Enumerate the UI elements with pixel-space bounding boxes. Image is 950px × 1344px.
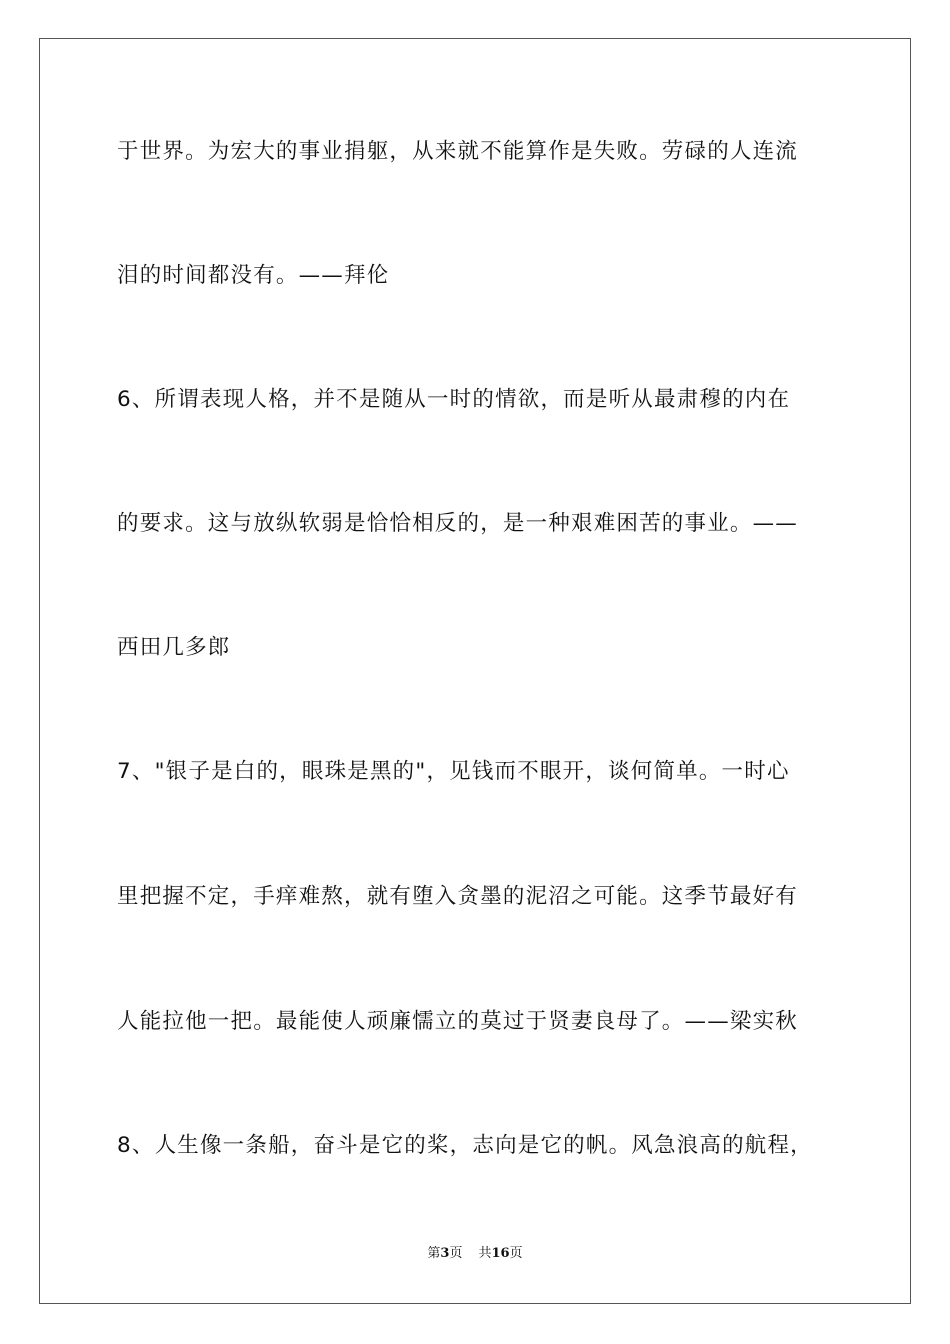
text-line-3: 6、所谓表现人格，并不是随从一时的情欲，而是听从最肃穆的内在 [117, 387, 791, 412]
text-line-2: 泪的时间都没有。——拜伦 [117, 263, 390, 288]
text-line-7: 里把握不定，手痒难熬，就有堕入贪墨的泥沼之可能。这季节最好有 [117, 884, 799, 909]
total-suffix: 页 [509, 1246, 523, 1261]
text-line-5: 西田几多郎 [117, 635, 231, 660]
page-number: 3 [440, 1246, 450, 1261]
page-frame [39, 38, 911, 1304]
text-line-1: 于世界。为宏大的事业捐躯，从来就不能算作是失败。劳碌的人连流 [117, 139, 799, 164]
total-pages: 16 [491, 1246, 510, 1261]
text-line-9: 8、人生像一条船，奋斗是它的桨，志向是它的帆。风急浪高的航程， [117, 1133, 813, 1158]
text-line-4: 的要求。这与放纵软弱是恰恰相反的，是一种艰难困苦的事业。—— [117, 511, 799, 536]
page-suffix: 页 [449, 1246, 463, 1261]
text-line-6: 7、"银子是白的，眼珠是黑的"，见钱而不眼开，谈何简单。一时心 [117, 759, 790, 784]
text-line-8: 人能拉他一把。最能使人顽廉懦立的莫过于贤妻良母了。——梁实秋 [117, 1009, 799, 1034]
page-footer [0, 1245, 950, 1263]
total-prefix: 共 [478, 1246, 492, 1261]
page-prefix: 第 [427, 1246, 441, 1261]
